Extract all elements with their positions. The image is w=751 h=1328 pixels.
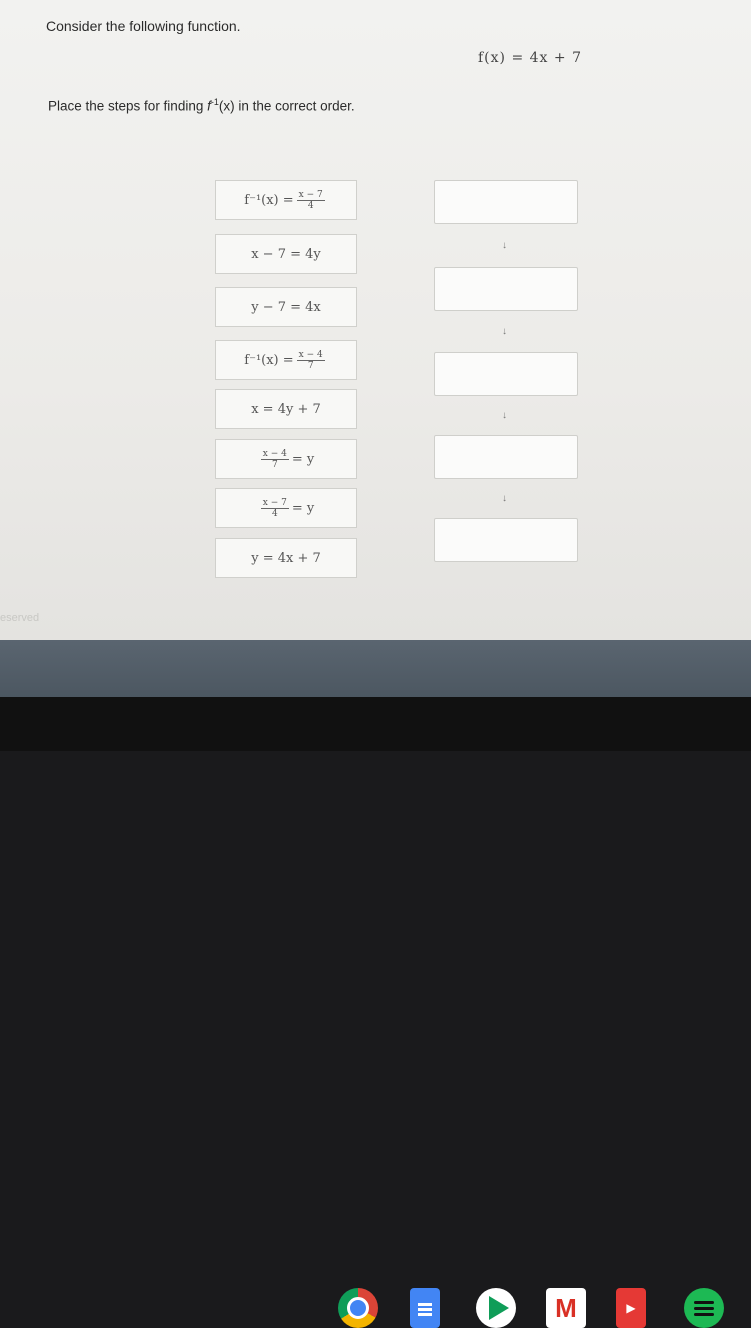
play-store-icon[interactable]: [476, 1288, 516, 1328]
step-card-5[interactable]: [215, 389, 357, 429]
monitor-bezel: [0, 697, 751, 751]
step-text: f⁻¹(x) =: [244, 352, 294, 368]
spotify-icon[interactable]: [684, 1288, 724, 1328]
step-card-4[interactable]: [215, 340, 357, 380]
os-shelf: [0, 640, 751, 1323]
step-card-3[interactable]: [215, 287, 357, 327]
arrow-down-icon: ↓: [502, 493, 507, 504]
fraction: [297, 350, 325, 371]
arrow-down-icon: ↓: [502, 326, 507, 337]
drop-slot-2[interactable]: [434, 267, 578, 311]
footer-copyright: eserved: [0, 612, 40, 624]
fraction-denominator: 7: [271, 459, 278, 470]
step-card-1[interactable]: [215, 180, 357, 220]
drop-slot-3[interactable]: [434, 352, 578, 396]
drop-slot-1[interactable]: [434, 180, 578, 224]
fraction-numerator: x − 7: [298, 189, 323, 200]
fraction-numerator: x − 4: [262, 448, 287, 459]
step-text: x − 7 = 4y: [251, 246, 321, 262]
fraction-numerator: x − 7: [262, 497, 287, 508]
gmail-icon[interactable]: M: [546, 1288, 586, 1328]
step-text: f⁻¹(x) =: [244, 192, 294, 208]
drop-slot-4[interactable]: [434, 435, 578, 479]
fraction: [297, 190, 325, 211]
step-text-right: = y: [291, 500, 315, 516]
step-card-2[interactable]: [215, 234, 357, 274]
function-definition: f(x) = 4x + 7: [478, 50, 582, 66]
question-prompt: Consider the following function.: [46, 18, 241, 34]
chrome-icon[interactable]: [338, 1288, 378, 1328]
fraction-numerator: x − 4: [298, 349, 323, 360]
browser-page: [0, 0, 751, 640]
step-card-8[interactable]: [215, 538, 357, 578]
step-text-right: = y: [291, 451, 315, 467]
youtube-icon[interactable]: ▶: [616, 1288, 646, 1328]
step-card-6[interactable]: [215, 439, 357, 479]
arrow-down-icon: ↓: [502, 410, 507, 421]
fraction-denominator: 7: [307, 360, 314, 371]
step-text: y = 4x + 7: [251, 550, 321, 566]
fraction-denominator: 4: [307, 200, 314, 211]
fraction: [261, 449, 289, 470]
docs-icon[interactable]: [410, 1288, 440, 1328]
step-text: x = 4y + 7: [251, 401, 321, 417]
fraction-denominator: 4: [271, 508, 278, 519]
step-card-7[interactable]: [215, 488, 357, 528]
instruction-text: Place the steps for finding $f^{-1}(x)$ in the correct order.: [48, 97, 355, 114]
drop-slot-5[interactable]: [434, 518, 578, 562]
step-text: y − 7 = 4x: [251, 299, 321, 315]
fraction: [261, 498, 289, 519]
arrow-down-icon: ↓: [502, 240, 507, 251]
